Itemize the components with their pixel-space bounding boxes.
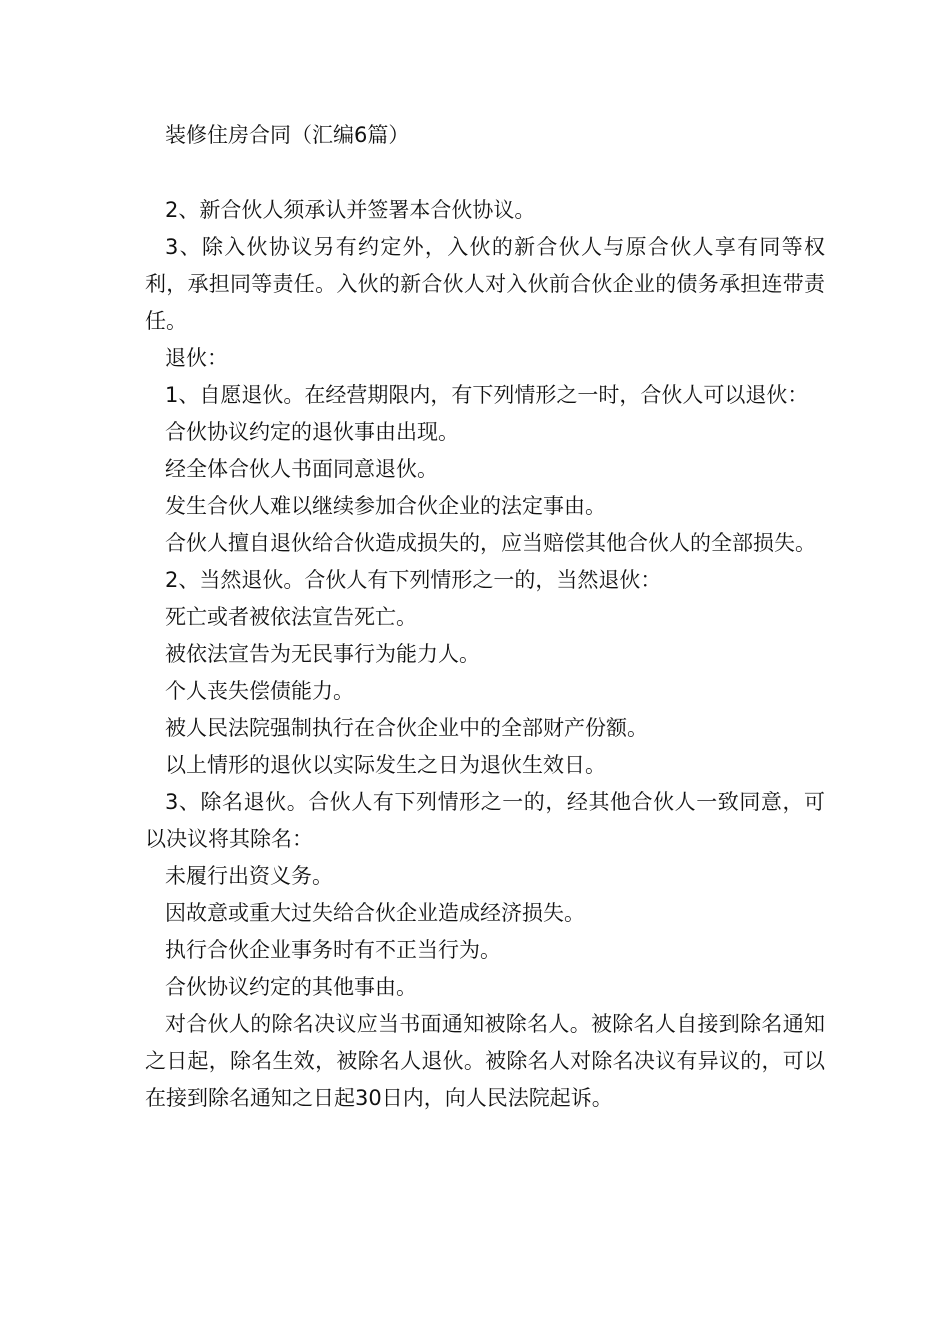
paragraph: 发生合伙人难以继续参加合伙企业的法定事由。 — [165, 494, 606, 518]
paragraph: 死亡或者被依法宣告死亡。 — [165, 605, 417, 629]
paragraph: 2、当然退伙。合伙人有下列情形之一的，当然退伙： — [165, 568, 662, 592]
paragraph: 被人民法院强制执行在合伙企业中的全部财产份额。 — [165, 716, 648, 740]
paragraph: 1、自愿退伙。在经营期限内，有下列情形之一时，合伙人可以退伙： — [165, 383, 809, 407]
paragraph: 以上情形的退伙以实际发生之日为退伙生效日。 — [165, 753, 606, 777]
paragraph: 被依法宣告为无民事行为能力人。 — [165, 642, 480, 666]
document-body — [145, 192, 825, 1117]
paragraph: 经全体合伙人书面同意退伙。 — [165, 457, 438, 481]
paragraph: 合伙协议约定的退伙事由出现。 — [165, 420, 459, 444]
paragraph: 因故意或重大过失给合伙企业造成经济损失。 — [165, 901, 585, 925]
paragraph: 3、除名退伙。合伙人有下列情形之一的，经其他合伙人一致同意，可以决议将其除名： — [145, 790, 825, 851]
paragraph: 2、新合伙人须承认并签署本合伙协议。 — [165, 198, 536, 222]
paragraph: 未履行出资义务。 — [165, 864, 333, 888]
paragraph: 执行合伙企业事务时有不正当行为。 — [165, 938, 501, 962]
paragraph: 3、除入伙协议另有约定外，入伙的新合伙人与原合伙人享有同等权利，承担同等责任。入伙的新合伙人对入伙前合伙企业的债务承担连带责任。 — [145, 235, 825, 333]
paragraph: 退伙： — [165, 346, 228, 370]
paragraph: 合伙协议约定的其他事由。 — [165, 975, 417, 999]
document-title: 装修住房合同（汇编6篇） — [165, 123, 410, 147]
paragraph: 个人丧失偿债能力。 — [165, 679, 354, 703]
paragraph: 合伙人擅自退伙给合伙造成损失的，应当赔偿其他合伙人的全部损失。 — [165, 531, 816, 555]
paragraph: 对合伙人的除名决议应当书面通知被除名人。被除名人自接到除名通知之日起，除名生效，被除名人退伙。被除名人对除名决议有异议的，可以在接到除名通知之日起30日内，向人民法院起诉。 — [145, 1012, 825, 1110]
